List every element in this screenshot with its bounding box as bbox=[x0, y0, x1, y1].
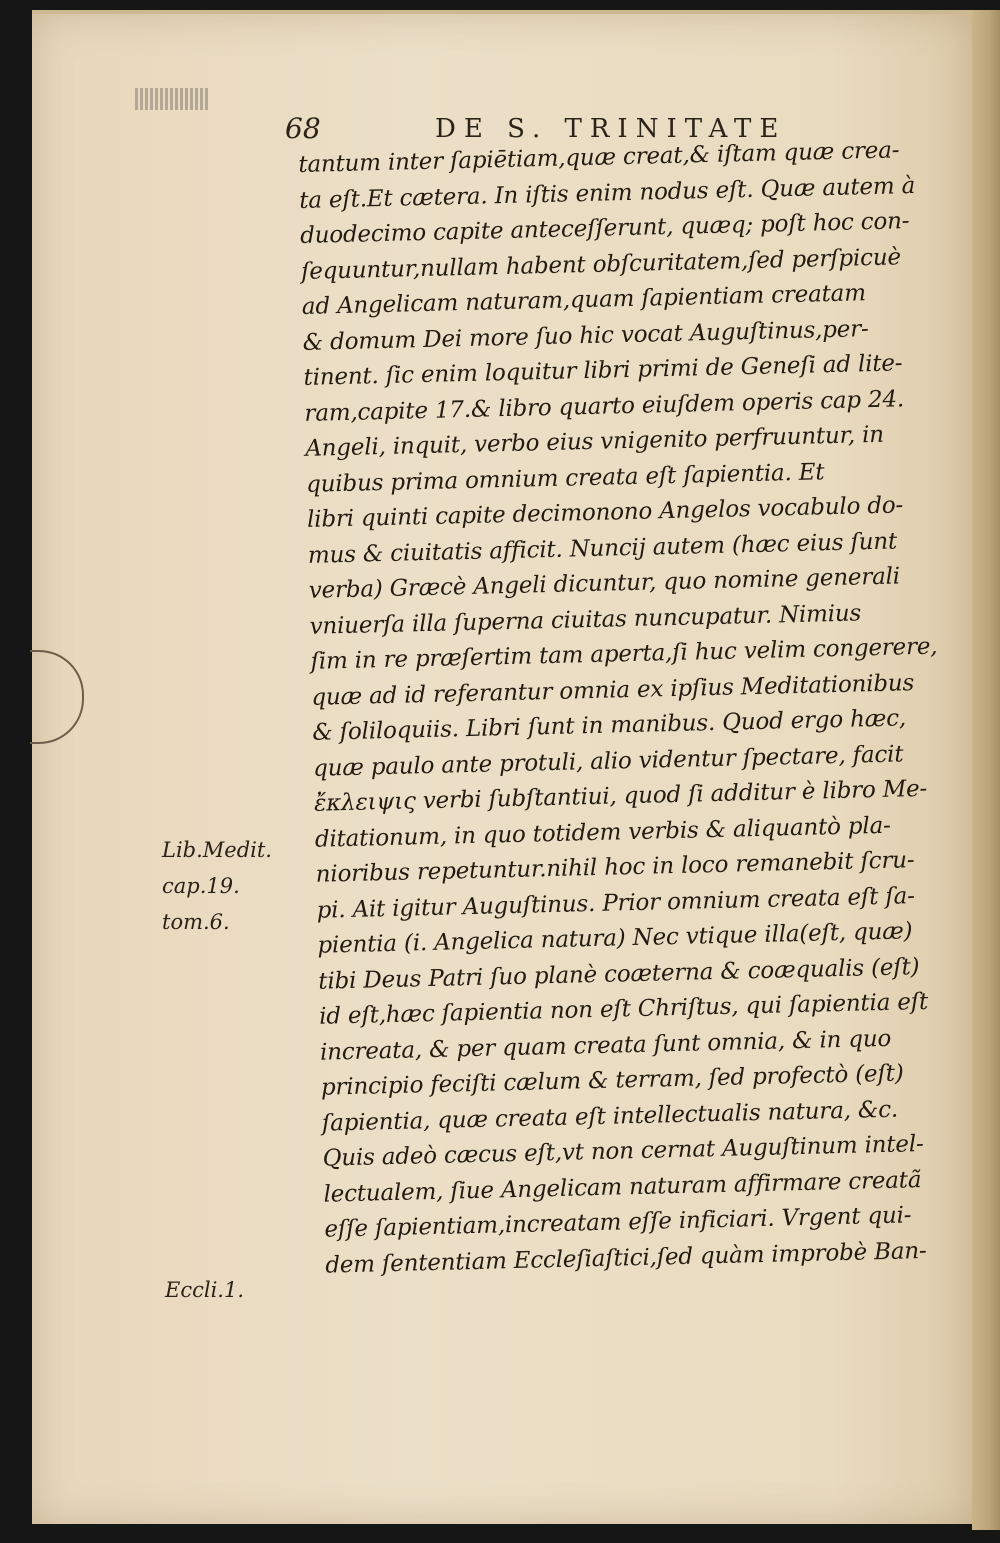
text-line: tibi Deus Patri ſuo planè coæterna & coæqualis (eſt) bbox=[318, 953, 920, 995]
text-line: dem ſententiam Eccleſiaſtici,ſed quàm improbè Ban- bbox=[324, 1237, 927, 1279]
text-line: & ſoliloquiis. Libri ſunt in manibus. Quod ergo hæc, bbox=[311, 705, 907, 746]
text-line: ad Angelicam naturam,quam ſapientiam creatam bbox=[301, 280, 867, 320]
text-line: & domum Dei more ſuo hic vocat Auguſtinus,per- bbox=[302, 315, 869, 356]
text-line: Angeli, inquit, verbo eius vnigenito perfruuntur, in bbox=[305, 421, 885, 462]
text-line: mus & ciuitatis afficit. Nuncij autem (hæc eius ſunt bbox=[307, 527, 898, 569]
margin-note-line: Lib.Medit. bbox=[162, 838, 272, 862]
ink-stain bbox=[135, 88, 210, 110]
text-line: duodecimo capite anteceſſerunt, quæq; poſt hoc con- bbox=[299, 208, 910, 249]
text-line: tantum inter ſapiētiam,quæ creat,& iſtam quæ crea- bbox=[298, 137, 900, 178]
text-line: ſequuntur,nullam habent obſcuritatem,ſed perſpicuè bbox=[300, 243, 902, 285]
text-line: pi. Ait igitur Auguſtinus. Prior omnium creata eſt ſa- bbox=[316, 882, 915, 924]
margin-note-meditations bbox=[162, 832, 272, 940]
text-line: vniuerſa illa ſuperna ciuitas nuncupatur. Nimius bbox=[309, 599, 862, 640]
text-line: ram,capite 17.& libro quarto eiuſdem operis cap 24. bbox=[304, 385, 905, 427]
text-line: ditationum, in quo totidem verbis & aliquantò pla- bbox=[314, 812, 891, 853]
text-line: ſapientia, quæ creata eſt intellectualis natura, &c. bbox=[321, 1096, 899, 1137]
text-line: quæ ad id referantur omnia ex ipſius Meditationibus bbox=[311, 669, 915, 711]
text-line: ſim in re præſertim tam aperta,ſi huc velim congerere, bbox=[310, 633, 938, 675]
page-edge-right bbox=[972, 10, 1000, 1530]
text-line: tinent. ſic enim loquitur libri primi de Geneſi ad lite- bbox=[303, 350, 903, 391]
margin-note-line: tom.6. bbox=[162, 910, 230, 934]
text-line: principio feciſti cælum & terram, ſed profectò (eſt) bbox=[320, 1060, 904, 1101]
text-line: verba) Græcè Angeli dicuntur, quo nomine generali bbox=[308, 563, 901, 604]
text-line: quæ paulo ante protuli, alio videntur ſpectare, facit bbox=[312, 740, 904, 782]
running-title: DE S. TRINITATE bbox=[435, 114, 787, 144]
text-line: id eſt,hæc ſapientia non eſt Chriſtus, qui ſapientia eſt bbox=[318, 988, 929, 1030]
text-line: eſſe ſapientiam,increatam eſſe inficiari. Vrgent qui- bbox=[324, 1202, 912, 1243]
text-line: Quis adeò cæcus eſt,vt non cernat Auguſtinum intel- bbox=[322, 1131, 924, 1172]
body-text bbox=[298, 132, 968, 1283]
text-line: quibus prima omnium creata eſt ſapientia. Et bbox=[305, 458, 825, 498]
text-line: increata, & per quam creata ſunt omnia, & in quo bbox=[319, 1025, 892, 1066]
text-line: ἔκλειψις verbi ſubſtantiui, quod ſi additur è libro Me- bbox=[313, 775, 928, 817]
margin-note-ecclesiasticus: Eccli.1. bbox=[165, 1278, 244, 1302]
page-number: 68 bbox=[285, 112, 321, 145]
margin-note-line: cap.19. bbox=[162, 874, 240, 898]
text-line: ta eſt.Et cætera. In iſtis enim nodus eſt. Quæ autem à bbox=[298, 172, 916, 214]
text-line: nioribus repetuntur.nihil hoc in loco remanebit ſcru- bbox=[315, 847, 915, 888]
text-line: lectualem, ſiue Angelicam naturam affirmare creatã bbox=[323, 1166, 922, 1208]
text-line: pientia (i. Angelica natura) Nec vtique illa(eſt, quæ) bbox=[317, 918, 913, 959]
text-line: libri quinti capite decimonono Angelos vocabulo do- bbox=[306, 492, 904, 533]
